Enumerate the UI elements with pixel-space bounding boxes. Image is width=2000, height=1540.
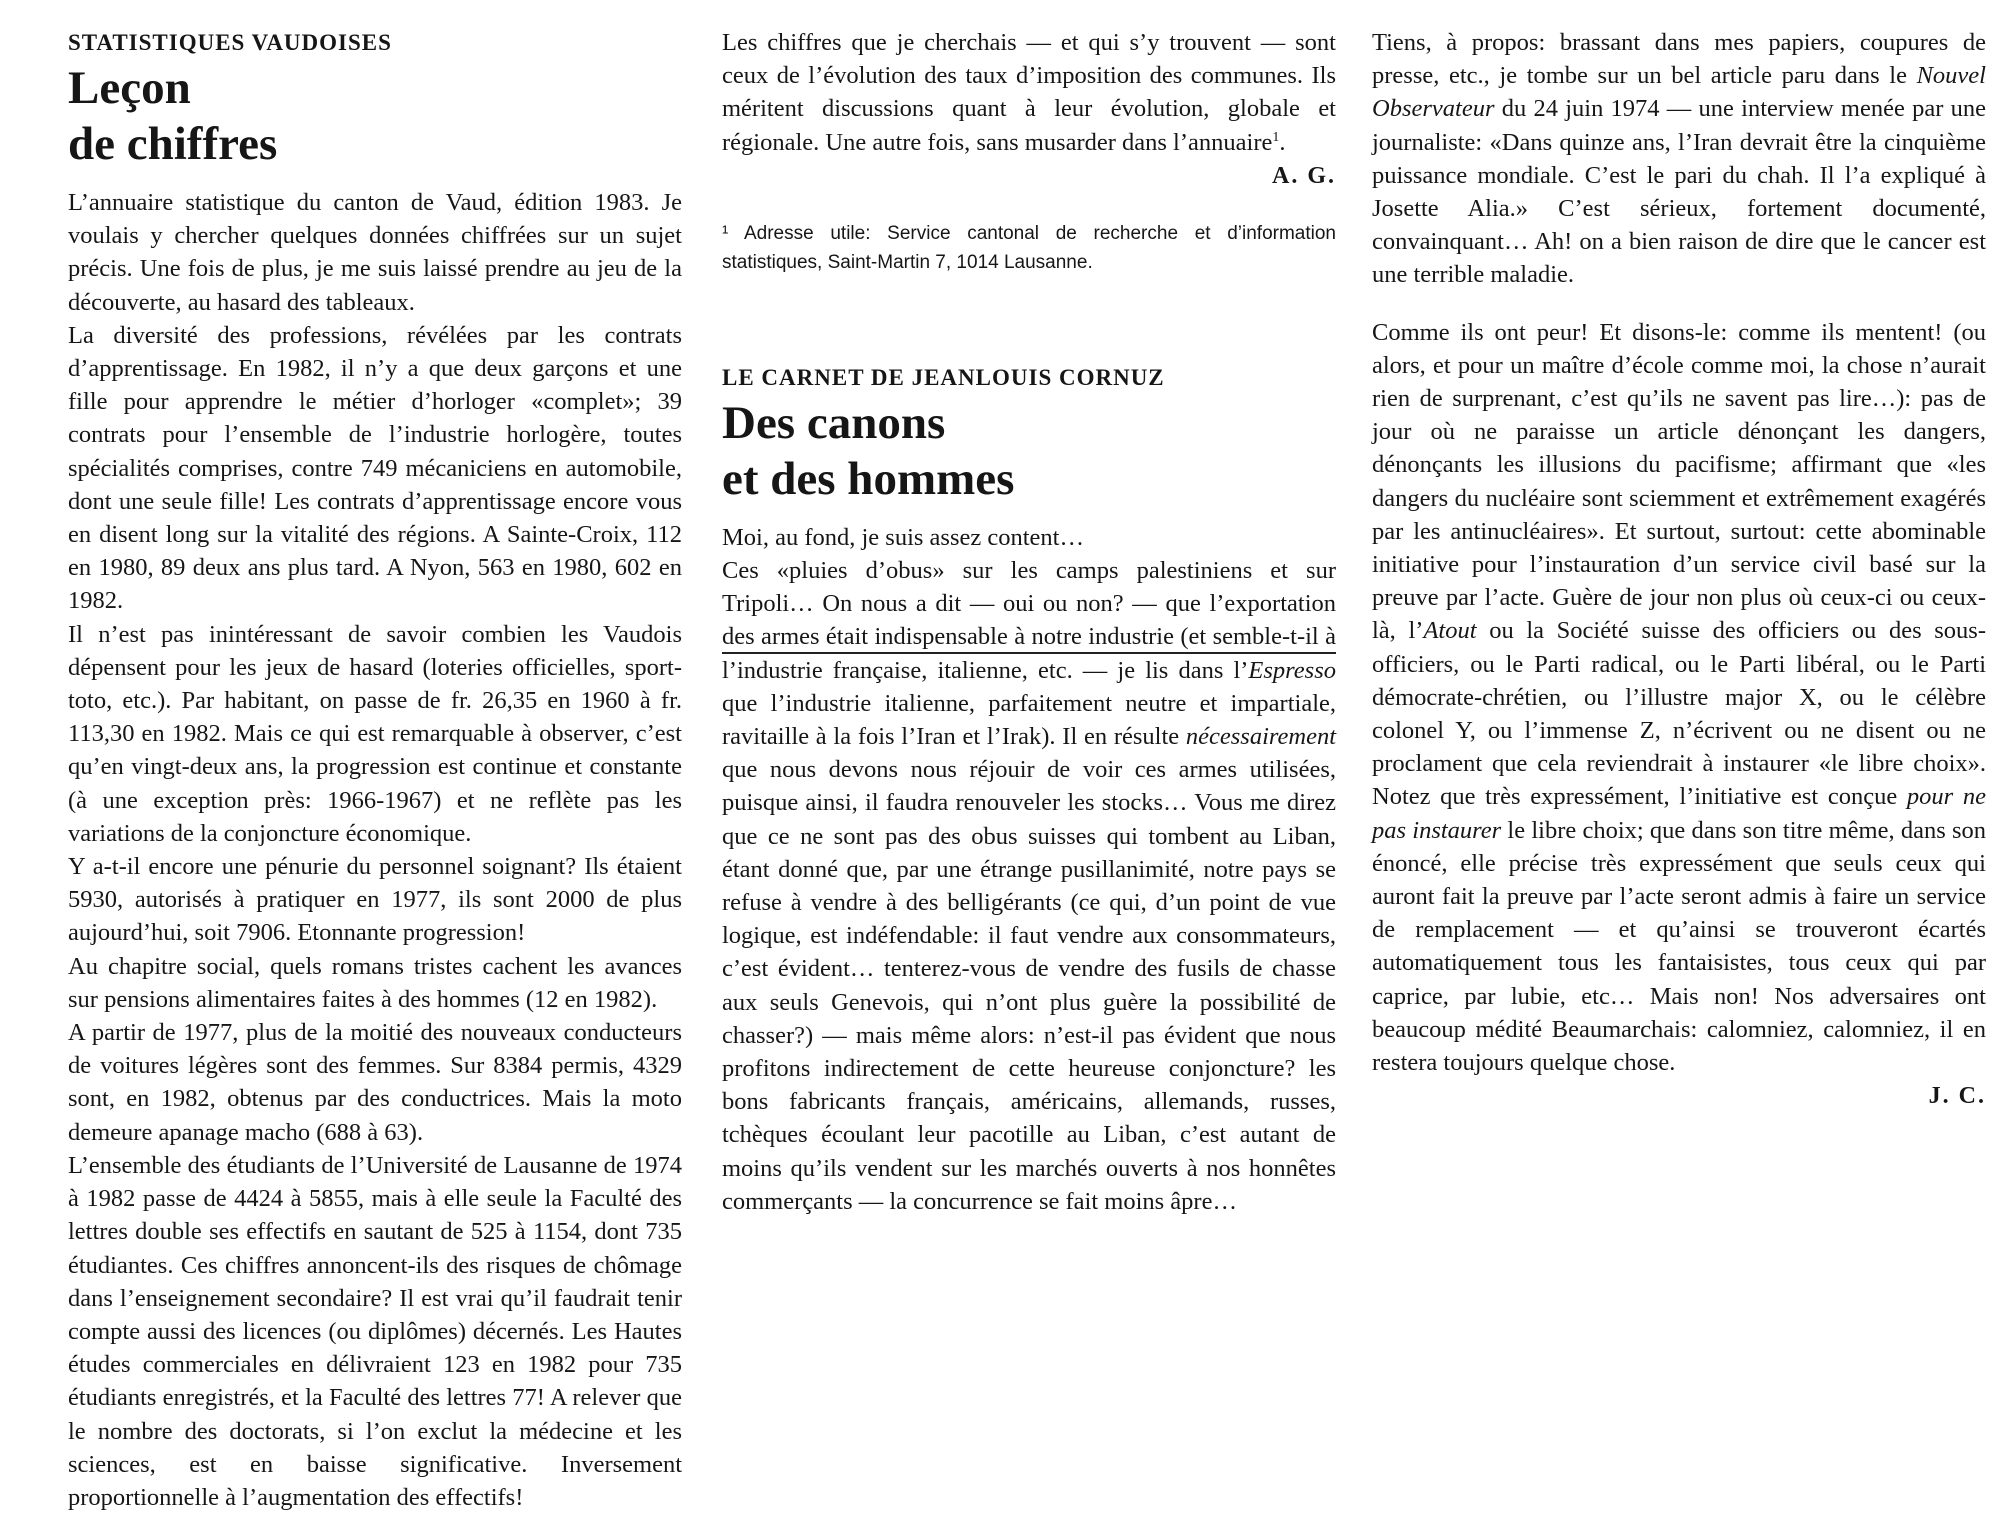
article2-text: du 24 juin 1974 — une interview menée par une journaliste: «Dans quinze ans, l’Iran devrait être la cinquième puissance mondiale. C’est le pari du chah. Il l’a expliqué à Josette Alia.» C’est sérieux, fortement documenté, convainquant… Ah! on a bien raison de dire que le cancer est une terrible maladie. <box>1372 95 1986 289</box>
article2-signature: J. C. <box>1928 1083 1986 1110</box>
article2-text: Ces «pluies d’obus» sur les camps palestiniens et sur Tripoli… On nous a dit — oui ou non? — que l’exportation des armes était indispensable à notre industrie (et semble-t-il à l’industrie française, italienne, etc. — je lis dans l’ <box>722 557 1336 684</box>
article1-paragraph: Il n’est pas inintéressant de savoir combien les Vaudois dépensent pour les jeux de hasard (loteries officielles, sport-toto, etc.). Par habitant, on passe de fr. 26,35 en 1960 à fr. 113,30 en 1982. Mais ce qui est remarquable à observer, c’est qu’en vingt-deux ans, la progression est continue et constante (à une exception près: 1966-1967) et ne reflète pas les variations de la conjoncture économique. <box>68 620 682 847</box>
article1-paragraph: Au chapitre social, quels romans tristes cachent les avances sur pensions alimentaires faites à des hommes (12 en 1982). <box>68 952 682 1013</box>
article2-paragraph: Moi, au fond, je suis assez content… <box>722 523 1084 551</box>
article1-paragraph: L’annuaire statistique du canton de Vaud, édition 1983. Je voulais y chercher quelques données chiffrées sur un sujet précis. Une fois de plus, je me suis laissé prendre au jeu de la découverte, au hasard des tableaux. <box>68 189 682 316</box>
article2-text: le libre choix; que dans son titre même, dans son énoncé, elle précise très expressément que seuls ceux qui auront fait la preuve par l’acte seront admis à faire un service de remplacement — et qu’ainsi se trouveront écartés automatiquement tous les fantaisistes, tous ceux qui par caprice, par lubie, etc… Mais non! Nos adversaires ont beaucoup médité Beaumarchais: calomniez, calomniez, il en restera toujours quelque chose. <box>1372 816 1986 1077</box>
article2-title-line1: Des canons <box>722 396 946 449</box>
column-2 <box>722 26 1336 1218</box>
article2-text: Tiens, à propos: brassant dans mes papiers, coupures de presse, etc., je tombe sur un bel article paru dans le <box>1372 29 1986 90</box>
article1-paragraph: La diversité des professions, révélées par les contrats d’apprentissage. En 1982, il n’y a que deux garçons et une fille pour apprendre le métier d’horloger «complet»; 39 contrats pour l’ensemble de l’industrie horlogère, toutes spécialités comprises, contre 749 mécaniciens en automobile, dont une seule fille! Les contrats d’apprentissage encore vous en disent long sur la vitalité des régions. A Sainte-Croix, 112 en 1980, 89 deux ans plus tard. A Nyon, 563 en 1980, 602 en 1982. <box>68 321 682 615</box>
article2-italic-necessairement: nécessairement <box>1185 723 1336 751</box>
section-divider <box>722 652 1336 654</box>
article1-footnote: ¹ Adresse utile: Service cantonal de recherche et d’information statistiques, Saint-Martin 7, 1014 Lausanne. <box>722 222 1336 273</box>
article1-paragraph-continued <box>68 1149 682 1514</box>
article2-text: Comme ils ont peur! Et disons-le: comme ils mentent! (ou alors, et pour un maître d’école comme moi, la chose n’aurait rien de surprenant, c’est qu’ils ne savent pas lire…): pas de jour où ne paraisse un article dénonçant les dangers, dénonçants les illusions du pacifisme; affirmant que «les dangers du nucléaire sont sciemment et extrêmement exagérés par les antinucléaires». Et surtout, surtout: cette abominable initiative pour l’instauration d’un service civil basé sur la preuve par l’acte. Guère de jour non plus où ceux-ci ou ceux-là, l’ <box>1372 318 1986 645</box>
article1-paragraph-students: L’ensemble des étudiants de l’Université de Lausanne de 1974 à 1982 passe de 4424 à 5855, mais à elle seule la Faculté des lettres double ses effectifs en sautant de 525 à 1154, dont 735 étudiantes. Ces chiffres annoncent-ils des risques de chômage dans l’enseignement secondaire? Il est vrai qu’il faudrait tenir compte aussi des licences (ou diplômes) décernés. Les Hautes études commerciales en délivraient 123 en 1982 pour 735 étudiants enregistrés, et la Faculté des lettres 77! A relever que le nombre des doctorats, si l’on exclut la médecine et les sciences, est en baisse significative. Inversement proportionnelle à l’augmentation des effectifs! <box>68 1151 682 1511</box>
article2-headline <box>722 395 1336 507</box>
article2-kicker: LE CARNET DE JEANLOUIS CORNUZ <box>722 364 1165 390</box>
article2-italic-atout: Atout <box>1423 617 1477 645</box>
article1-paragraph: A partir de 1977, plus de la moitié des nouveaux conducteurs de voitures légères sont des femmes. Sur 8384 permis, 4329 sont, en 1982, obtenus par des conductrices. Mais la moto demeure apanage macho (688 à 63). <box>68 1019 682 1146</box>
article2-italic-pour-ne-pas: pour ne pas instaurer <box>1372 783 1986 844</box>
article2-italic-nouvel-observateur: Nouvel Observateur <box>1372 62 1986 123</box>
article2-paragraph-fear <box>1372 316 1986 1080</box>
article1-paragraph-tax: Les chiffres que je cherchais — et qui s’y trouvent — sont ceux de l’évolution des taux d’imposition des communes. Ils méritent discussions quant à leur évolution, globale et régionale. Une autre fois, sans musarder dans l’annuaire <box>722 29 1336 156</box>
column-1 <box>68 26 682 1514</box>
footnote-marker: 1 <box>1272 129 1280 145</box>
column-3 <box>1372 26 1986 1113</box>
article1-signature: A. G. <box>1272 162 1336 189</box>
article2-text: que l’industrie italienne, parfaitement neutre et impartiale, ravitaille à la fois l’Iran et l’Irak). Il en résulte <box>722 689 1336 751</box>
article2-title-line2: et des hommes <box>722 452 1015 505</box>
article1-kicker: STATISTIQUES VAUDOISES <box>68 30 392 55</box>
article2-text: ou la Société suisse des officiers ou des sous-officiers, ou le Parti radical, ou le Parti libéral, ou le Parti démocrate-chrétien, ou l’illustre major X, ou le célèbre colonel Y, ou l’immense Z, n’écrivent ou ne disent ou ne proclament que cela reviendrait à instaurer «le libre choix». Notez que très expressément, l’initiative est conçue <box>1372 617 1986 811</box>
article1-paragraph-last: Les chiffres que je cherchais — et qui s’y trouvent — sont ceux de l’évolution des taux d’imposition des communes. Ils méritent discussions quant à leur évolution, globale et régionale. Une autre fois, sans musarder dans l’annuaire$^1$. <box>722 29 1336 156</box>
article2-text: que nous devons nous réjouir de voir ces armes utilisées, puisque ainsi, il faudra renouveler les stocks… Vous me direz que ce ne sont pas des obus suisses qui tombent au Liban, étant donné que, par une étrange pusillanimité, notre pays se refuse à vendre à des belligérants (ce qui, d’un point de vue logique, est indéfendable: il faut vendre aux consommateurs, c’est évident… tenterez-vous de vendre des fusils de chasse aux seuls Genevois, qui n’ont plus guère la possibilité de chasser?) — mais même alors: n’est-il pas évident que nous profitons indirectement de cette heureuse conjoncture? les bons fabricants français, américains, allemands, russes, tchèques écoulant leur pacotille au Liban, c’est autant de moins qu’ils vendent sur les marchés ouverts à nos honnêtes commerçants — la concurrence se fait moins âpre… <box>722 756 1336 1215</box>
article1-paragraph: Y a-t-il encore une pénurie du personnel soignant? Ils étaient 5930, autorisés à pratiquer en 1977, ils sont 2000 de plus aujourd’hui, soit 7906. Etonnante progression! <box>68 853 682 947</box>
article1-headline <box>68 60 682 172</box>
article1-title-line2: de chiffres <box>68 118 278 170</box>
article2-paragraph-observateur <box>1372 26 1986 292</box>
article2-italic-espresso: Espresso <box>1248 656 1336 684</box>
article1-title-line1: Leçon <box>68 62 191 114</box>
